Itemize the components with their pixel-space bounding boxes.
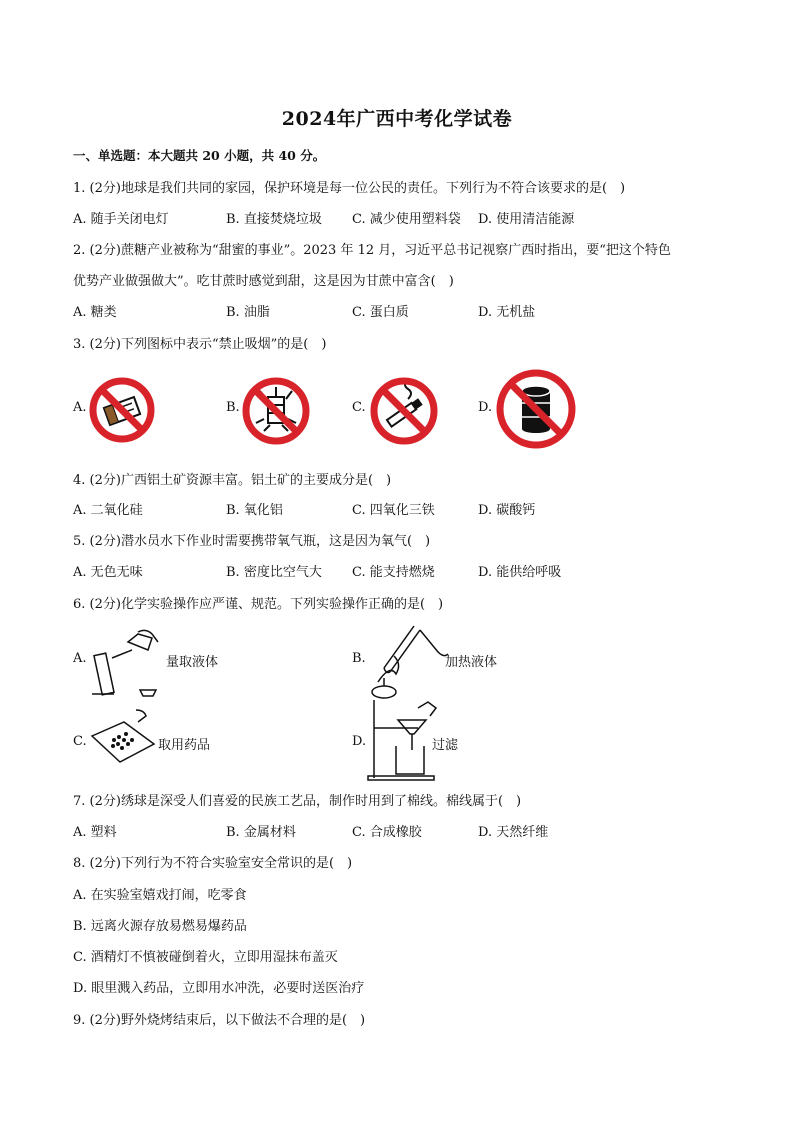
q5-option-c[interactable]: C. 能支持燃烧 (352, 565, 435, 580)
q2-option-b[interactable]: B. 油脂 (226, 305, 270, 320)
q4-option-b[interactable]: B. 氧化铝 (226, 503, 283, 518)
q8-option-b[interactable]: B. 远离火源存放易燃易爆药品 (73, 919, 247, 934)
question-7-stem: 7. (2分)绣球是深受人们喜爱的民族工艺品，制作时用到了棉线。棉线属于( ) (73, 794, 522, 809)
q6-label-take-reagent: 取用药品 (158, 738, 211, 753)
no-fireworks-sign-icon[interactable] (240, 375, 312, 447)
question-6-stem: 6. (2分)化学实验操作应严谨、规范。下列实验操作正确的是( ) (73, 597, 444, 612)
question-1-stem: 1. (2分)地球是我们共同的家园，保护环境是每一位公民的责任。下列行为不符合该要求的是( ) (73, 181, 626, 196)
q4-option-a[interactable]: A. 二氧化硅 (73, 503, 143, 518)
heating-test-tube-icon (366, 620, 450, 700)
question-2-stem-line2: 优势产业做强做大”。吃甘蔗时感觉到甜，这是因为甘蔗中富含( ) (73, 274, 454, 289)
no-smoking-sign-icon[interactable] (368, 375, 440, 447)
q4-option-c[interactable]: C. 四氧化三铁 (352, 503, 435, 518)
q7-option-b[interactable]: B. 金属材料 (226, 825, 296, 840)
question-4-stem: 4. (2分)广西铝土矿资源丰富。铝土矿的主要成分是( ) (73, 473, 392, 488)
q4-option-d[interactable]: D. 碳酸钙 (478, 503, 536, 518)
no-oil-drum-sign-icon[interactable] (494, 367, 578, 451)
filtration-apparatus-icon (366, 698, 440, 782)
q3-option-b[interactable]: B. (226, 400, 240, 415)
q3-option-d[interactable]: D. (478, 400, 493, 415)
q5-option-a[interactable]: A. 无色无味 (73, 565, 143, 580)
q1-option-c[interactable]: C. 减少使用塑料袋 (352, 212, 461, 227)
q6-label-filtration: 过滤 (432, 738, 459, 753)
taking-reagent-icon (88, 706, 158, 766)
q8-option-d[interactable]: D. 眼里溅入药品，立即用水冲洗，必要时送医治疗 (73, 981, 365, 996)
q6-option-a[interactable]: A. (73, 651, 87, 666)
section-heading: 一、单选题：本大题共 20 小题，共 40 分。 (73, 148, 326, 163)
q7-option-c[interactable]: C. 合成橡胶 (352, 825, 422, 840)
question-5-stem: 5. (2分)潜水员水下作业时需要携带氧气瓶，这是因为氧气( ) (73, 534, 431, 549)
no-matches-sign-icon[interactable] (87, 375, 157, 445)
q2-option-c[interactable]: C. 蛋白质 (352, 305, 409, 320)
q6-label-measure-liquid: 量取液体 (166, 655, 219, 670)
q7-option-d[interactable]: D. 天然纤维 (478, 825, 549, 840)
q6-option-d[interactable]: D. (352, 734, 367, 749)
question-2-stem-line1: 2. (2分)蔗糖产业被称为“甜蜜的事业”。2023 年 12 月，习近平总书记视察广西时指出，要“把这个特色 (73, 243, 671, 258)
q8-option-c[interactable]: C. 酒精灯不慎被碰倒着火，立即用湿抹布盖灭 (73, 950, 338, 965)
q5-option-d[interactable]: D. 能供给呼吸 (478, 565, 562, 580)
q5-option-b[interactable]: B. 密度比空气大 (226, 565, 322, 580)
q2-option-a[interactable]: A. 糖类 (73, 305, 117, 320)
q1-option-d[interactable]: D. 使用清洁能源 (478, 212, 575, 227)
page-title: 2024年广西中考化学试卷 (281, 108, 513, 130)
measuring-cylinder-icon (88, 628, 164, 698)
question-8-stem: 8. (2分)下列行为不符合实验室安全常识的是( ) (73, 856, 353, 871)
q6-option-c[interactable]: C. (73, 734, 87, 749)
q3-option-c[interactable]: C. (352, 400, 366, 415)
q1-option-b[interactable]: B. 直接焚烧垃圾 (226, 212, 322, 227)
q2-option-d[interactable]: D. 无机盐 (478, 305, 536, 320)
q3-option-a[interactable]: A. (73, 400, 87, 415)
q6-label-heat-liquid: 加热液体 (445, 655, 498, 670)
q8-option-a[interactable]: A. 在实验室嬉戏打闹，吃零食 (73, 888, 247, 903)
q6-option-b[interactable]: B. (352, 651, 366, 666)
question-3-stem: 3. (2分)下列图标中表示“禁止吸烟”的是( ) (73, 337, 327, 352)
q1-option-a[interactable]: A. 随手关闭电灯 (73, 212, 169, 227)
q7-option-a[interactable]: A. 塑料 (73, 825, 117, 840)
question-9-stem: 9. (2分)野外烧烤结束后，以下做法不合理的是( ) (73, 1013, 366, 1028)
